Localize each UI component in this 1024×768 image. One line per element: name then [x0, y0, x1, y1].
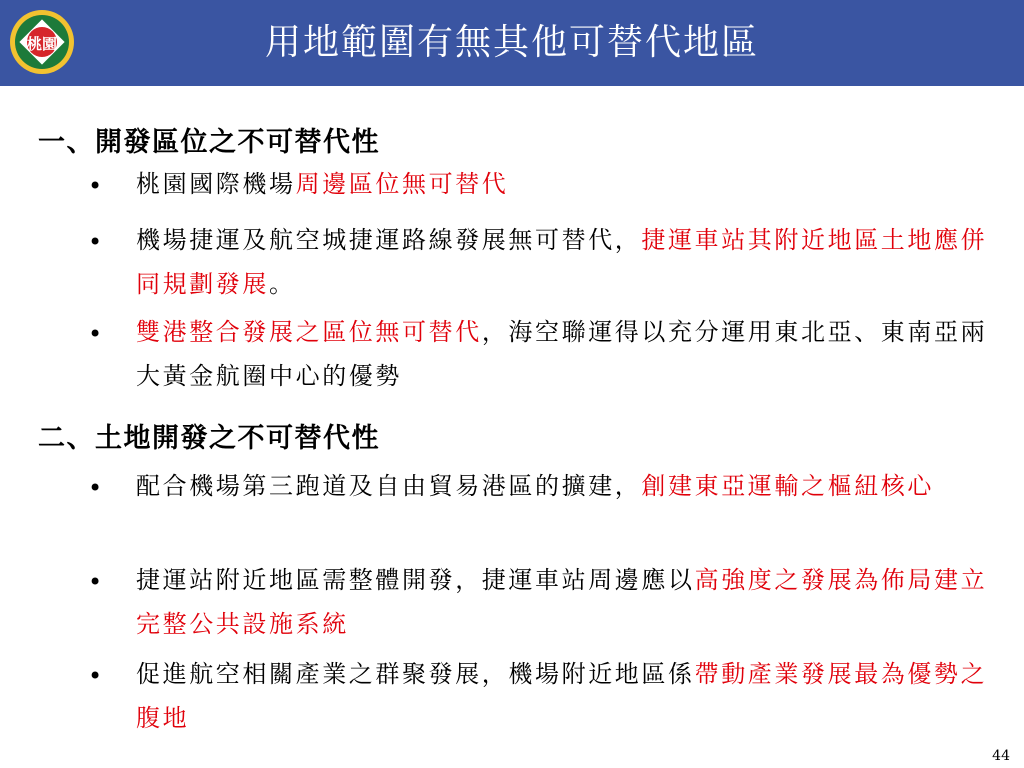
bullet-text [136, 218, 996, 306]
page-number: 44 [992, 748, 1010, 764]
slide-header [0, 0, 1024, 86]
bullet-plain-text: 促進航空相關產業之群聚發展，機場附近地區係 [136, 660, 695, 688]
bullet-plain-text: 機場捷運及航空城捷運路線發展無可替代， [136, 226, 642, 254]
bullet-tail-text: 。 [269, 270, 296, 298]
bullet-dot: • [88, 662, 103, 690]
bullet-highlight-text: 創建東亞運輸之樞紐核心 [641, 472, 935, 500]
bullet-highlight-text: 帶動產業發展最為優勢之腹地 [136, 660, 988, 732]
section-heading-1: 一、開發區位之不可替代性 [38, 127, 380, 158]
bullet-dot: • [88, 320, 103, 348]
bullet-text [136, 652, 996, 740]
bullet-highlight-text: 雙港整合發展之區位無可替代 [136, 318, 482, 346]
section-heading-2: 二、土地開發之不可替代性 [38, 423, 380, 454]
slide-title: 用地範圍有無其他可替代地區 [264, 22, 759, 63]
bullet-plain-text: 桃園國際機場 [136, 170, 296, 198]
bullet-text [136, 558, 996, 646]
bullet-text [136, 464, 996, 508]
logo-text: 桃園 [26, 35, 58, 53]
bullet-dot: • [88, 172, 103, 200]
bullet-text [136, 310, 996, 398]
bullet-plain-text: 捷運站附近地區需整體開發，捷運車站周邊應以 [136, 566, 695, 594]
bullet-highlight-text: 高強度之發展為佈局建立完整公共設施系統 [136, 566, 988, 638]
bullet-dot: • [88, 568, 103, 596]
bullet-highlight-text: 周邊區位無可替代 [295, 170, 509, 198]
bullet-text [136, 162, 996, 206]
bullet-highlight-text: 捷運車站其附近地區土地應併同規劃發展 [136, 226, 988, 298]
bullet-plain-text: 配合機場第三跑道及自由貿易港區的擴建， [136, 472, 642, 500]
bullet-plain-text: ，海空聯運得以充分運用東北亞、東南亞兩大黃金航圈中心的優勢 [136, 318, 988, 390]
bullet-dot: • [88, 228, 103, 256]
bullet-dot: • [88, 474, 103, 502]
